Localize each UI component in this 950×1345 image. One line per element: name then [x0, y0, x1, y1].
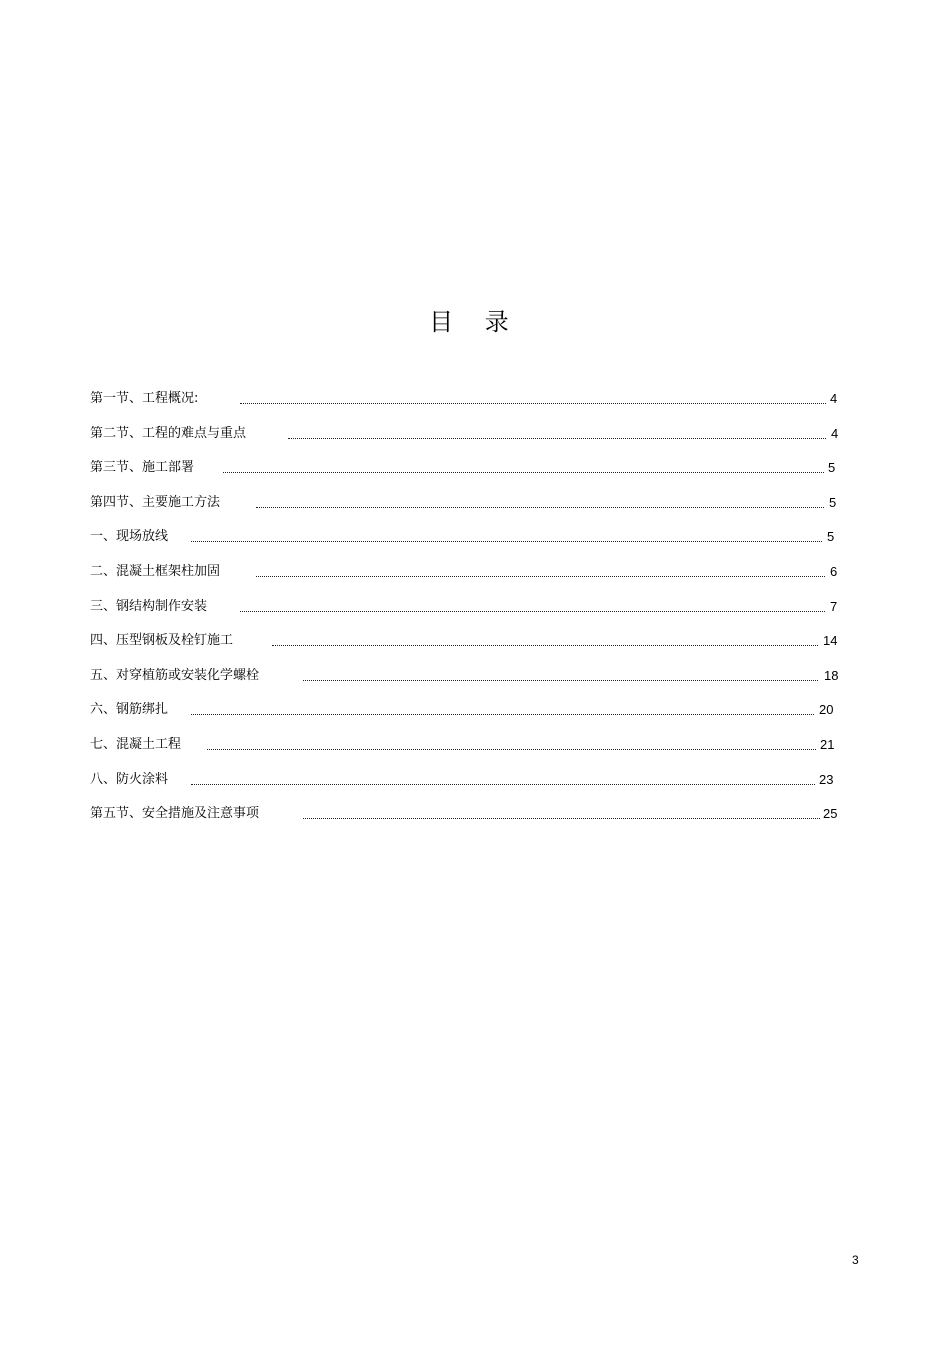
toc-entry-title: 七、混凝土工程 — [90, 736, 182, 752]
toc-entry-page: 6 — [830, 563, 838, 579]
toc-entry[interactable] — [90, 562, 840, 597]
toc-entry-page: 20 — [819, 702, 834, 718]
toc-leader-dots — [191, 541, 822, 542]
toc-entry-title: 第一节、工程概况: — [90, 391, 199, 406]
toc-entry-title: 第四节、主要施工方法 — [90, 494, 221, 510]
toc-leader-dots — [207, 749, 816, 750]
toc-leader-dots — [223, 472, 824, 473]
toc-leader-dots — [303, 680, 818, 681]
toc-entry-title: 第三节、施工部署 — [90, 460, 195, 476]
toc-entry[interactable] — [90, 700, 840, 735]
toc-entry[interactable] — [90, 597, 840, 632]
toc-leader-dots — [240, 611, 825, 612]
toc-entry-page: 4 — [830, 391, 838, 406]
toc-entry[interactable] — [90, 631, 840, 666]
toc-entry-title: 四、压型钢板及栓钉施工 — [90, 633, 234, 649]
toc-entry[interactable] — [90, 527, 840, 562]
table-of-contents — [90, 389, 840, 839]
toc-entry-title: 二、混凝土框架柱加固 — [90, 563, 221, 579]
toc-entry-page: 25 — [823, 806, 838, 822]
toc-entry-title: 第二节、工程的难点与重点 — [90, 425, 247, 441]
toc-leader-dots — [191, 714, 814, 715]
toc-entry-title: 六、钢筋绑扎 — [90, 702, 169, 718]
toc-entry[interactable] — [90, 389, 840, 424]
toc-entry-title: 一、现场放线 — [90, 529, 169, 545]
toc-entry-page: 7 — [830, 598, 838, 614]
toc-entry-page: 5 — [827, 529, 835, 545]
toc-entry-title: 三、钢结构制作安装 — [90, 598, 208, 614]
toc-entry-page: 21 — [820, 736, 835, 752]
toc-leader-dots — [240, 403, 826, 404]
page-number: 3 — [852, 1253, 859, 1267]
toc-entry-page: 23 — [819, 771, 834, 787]
toc-leader-dots — [303, 818, 820, 819]
toc-leader-dots — [256, 576, 825, 577]
toc-leader-dots — [272, 645, 818, 646]
toc-entry-page: 4 — [831, 425, 839, 441]
toc-entry[interactable] — [90, 424, 840, 459]
toc-entry-page: 5 — [828, 460, 836, 476]
toc-entry[interactable] — [90, 735, 840, 770]
toc-leader-dots — [256, 507, 824, 508]
toc-leader-dots — [288, 438, 826, 439]
toc-entry[interactable] — [90, 458, 840, 493]
toc-entry-page: 14 — [823, 633, 838, 649]
toc-entry[interactable] — [90, 666, 840, 701]
toc-leader-dots — [191, 784, 815, 785]
toc-title: 目 录 — [429, 308, 521, 336]
toc-entry-page: 18 — [824, 667, 839, 683]
toc-entry-page: 5 — [829, 494, 837, 510]
toc-entry[interactable] — [90, 804, 840, 839]
toc-entry[interactable] — [90, 770, 840, 805]
toc-entry[interactable] — [90, 493, 840, 528]
toc-entry-title: 五、对穿植筋或安装化学螺栓 — [90, 667, 260, 683]
toc-entry-title: 第五节、安全措施及注意事项 — [90, 806, 260, 822]
toc-entry-title: 八、防火涂料 — [90, 771, 169, 787]
